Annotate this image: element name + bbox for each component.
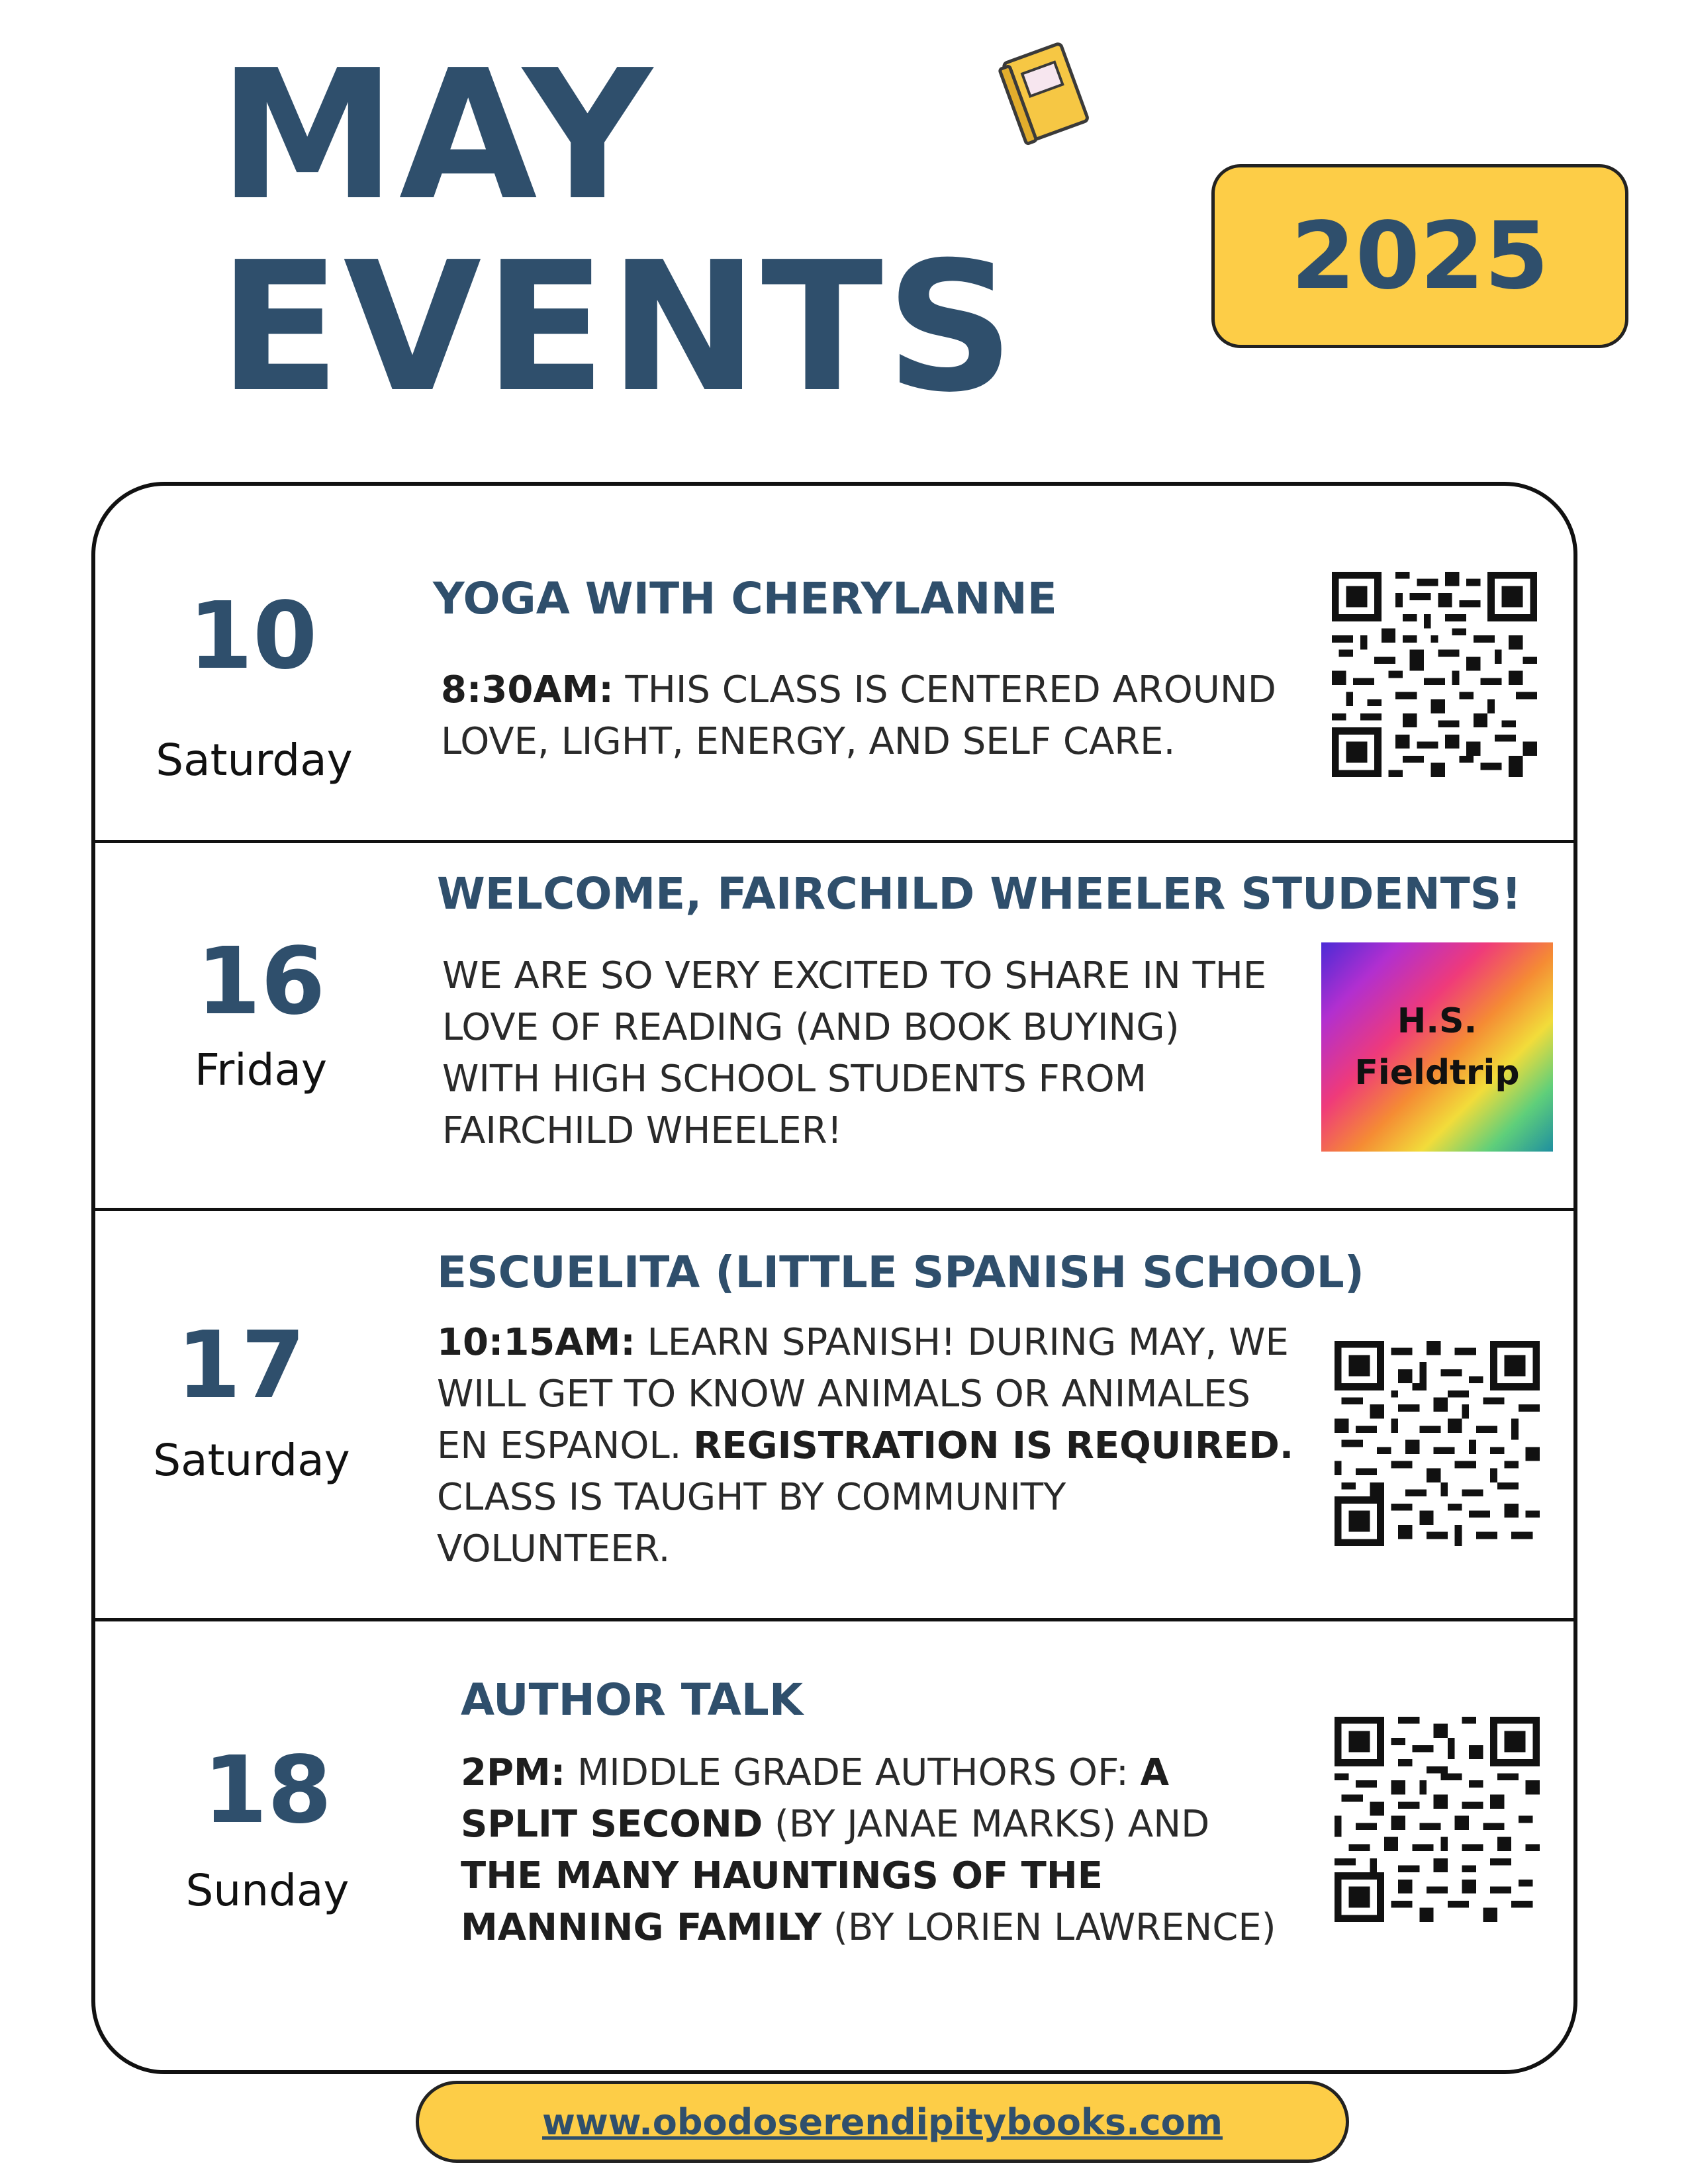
event-description [441, 664, 1354, 768]
event-title: ESCUELITA (LITTLE SPANISH SCHOOL) [437, 1247, 1364, 1298]
event-time: 8:30AM: [441, 668, 614, 711]
event-desc-text: THIS CLASS IS CENTERED AROUND LOVE, LIGHT, ENERGY, AND SELF CARE. [441, 668, 1276, 763]
event-desc-text: WE ARE SO VERY EXCITED TO SHARE IN THE LOVE OF READING (AND BOOK BUYING) WITH HIGH SCHOOL STUDENTS FROM FAIRCHILD WHEELER! [442, 954, 1267, 1152]
qr-code-icon[interactable] [1335, 1717, 1540, 1922]
event-day-number: 16 [196, 928, 326, 1036]
event-title: WELCOME, FAIRCHILD WHEELER STUDENTS! [437, 868, 1522, 919]
event-desc-bold: THE MANY HAUNTINGS OF THE MANNING FAMILY [461, 1854, 1103, 1949]
event-row-may-16 [95, 843, 1573, 1211]
event-time: 2PM: [461, 1751, 566, 1794]
fieldtrip-badge [1321, 942, 1553, 1152]
event-desc-text: LEARN SPANISH! DURING MAY, WE WILL GET TO KNOW ANIMALS OR ANIMALES EN ESPANOL. [437, 1321, 1289, 1467]
event-desc-text: (BY JANAE MARKS) AND [763, 1803, 1210, 1846]
title-line-may: MAY [218, 31, 655, 240]
event-title: YOGA WITH CHERYLANNE [433, 573, 1057, 624]
badge-line: H.S. [1397, 1001, 1477, 1041]
event-day-number: 17 [176, 1312, 306, 1420]
event-description [437, 1317, 1297, 1575]
book-icon [993, 36, 1099, 149]
event-time: 10:15AM: [437, 1321, 635, 1364]
website-bar [416, 2081, 1349, 2163]
event-row-may-17 [95, 1211, 1573, 1621]
event-day-name: Sunday [185, 1865, 350, 1916]
event-description [461, 1747, 1282, 1954]
event-desc-text: CLASS IS TAUGHT BY COMMUNITY VOLUNTEER. [437, 1476, 1066, 1570]
event-day-name: Saturday [153, 1435, 350, 1486]
events-panel [91, 482, 1577, 2074]
event-desc-bold: REGISTRATION IS REQUIRED. [693, 1424, 1294, 1467]
qr-code-icon[interactable] [1335, 1341, 1540, 1546]
qr-code-icon[interactable] [1332, 572, 1537, 777]
event-title: AUTHOR TALK [461, 1674, 803, 1725]
event-day-name: Saturday [156, 735, 353, 786]
event-day-name: Friday [194, 1044, 328, 1095]
event-description [442, 950, 1276, 1157]
event-desc-bold: A SPLIT SECOND [461, 1751, 1169, 1846]
title-line-events: EVENTS [218, 223, 1017, 432]
event-desc-text: (BY LORIEN LAWRENCE) [821, 1906, 1276, 1949]
event-day-number: 10 [188, 582, 318, 690]
event-row-may-18 [95, 1621, 1573, 2074]
website-link[interactable]: www.obodoserendipitybooks.com [542, 2101, 1223, 2143]
page-title [218, 31, 1017, 432]
event-desc-text: MIDDLE GRADE AUTHORS OF: [565, 1751, 1141, 1794]
badge-line: Fieldtrip [1354, 1053, 1520, 1093]
event-row-may-10 [95, 486, 1573, 843]
year-badge: 2025 [1211, 164, 1628, 348]
event-day-number: 18 [203, 1737, 332, 1844]
